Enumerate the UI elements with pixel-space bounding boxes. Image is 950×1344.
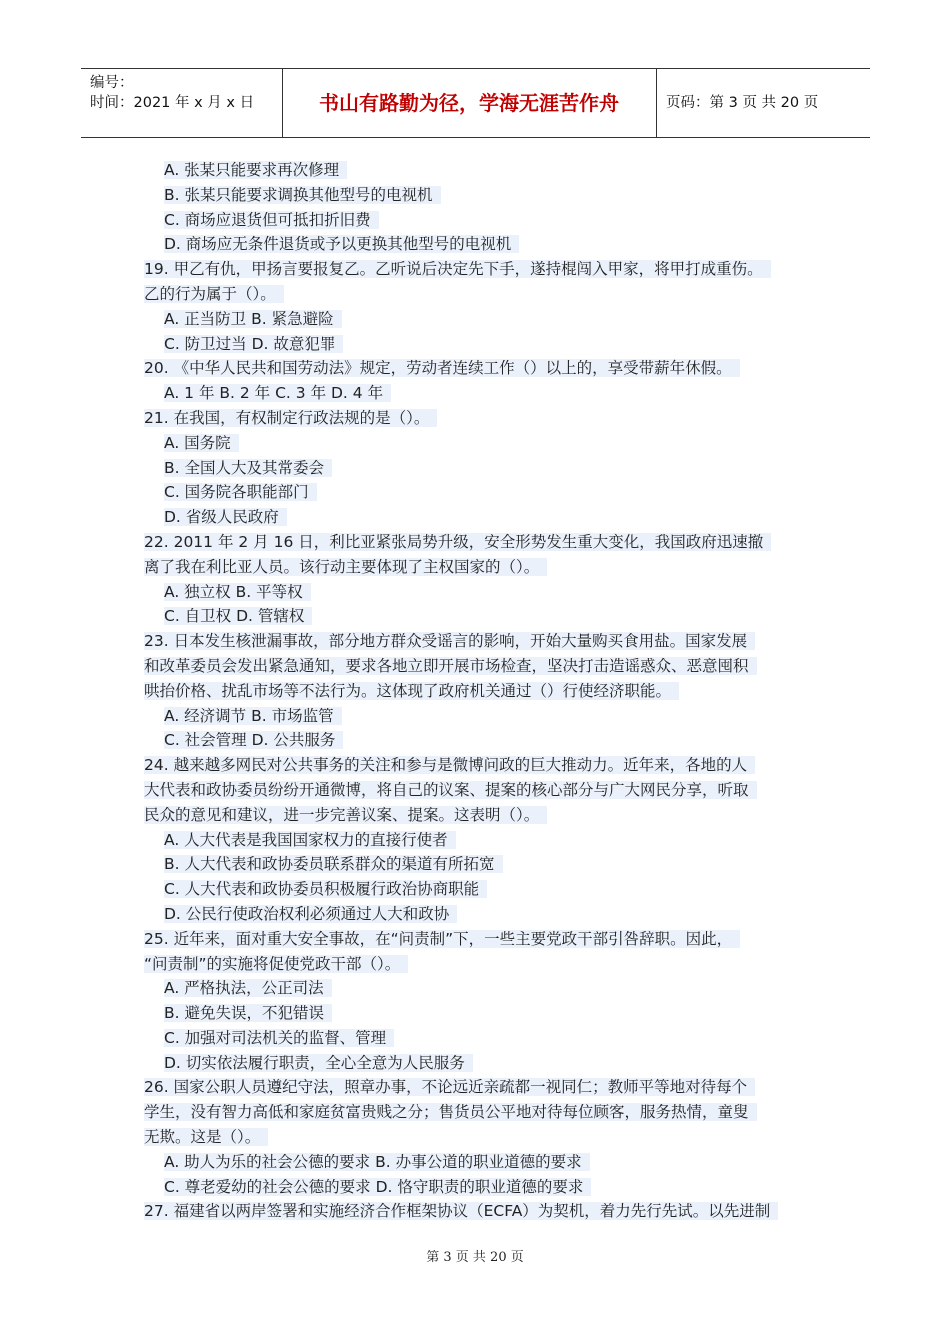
answer-option [144,232,824,257]
answer-option [144,431,824,456]
question-text [144,1199,824,1224]
answer-option-text: A. 独立权 B. 平等权 [164,583,311,601]
header-motto: 书山有路勤为径，学海无涯苦作舟 [319,91,619,115]
question-text-line: 26. 国家公职人员遵纪守法，照章办事，不论远近亲疏都一视同仁；教师平等地对待每个 [144,1078,755,1096]
answer-option-text: D. 商场应无条件退货或予以更换其他型号的电视机 [164,235,519,253]
question-text [144,803,824,828]
answer-option-text: A. 国务院 [164,434,239,452]
answer-option [144,704,824,729]
question-text [144,1125,824,1150]
answer-option-text: B. 全国人大及其常委会 [164,459,332,477]
answer-option [144,877,824,902]
question-text [144,679,824,704]
answer-option [144,381,824,406]
answer-option-text: B. 避免失误，不犯错误 [164,1004,332,1022]
question-text [144,1075,824,1100]
answer-option [144,183,824,208]
question-text-line: 哄抬价格、扰乱市场等不法行为。这体现了政府机关通过（）行使经济职能。 [144,682,679,700]
question-text-line: 无欺。这是（）。 [144,1128,268,1146]
answer-option [144,1001,824,1026]
header-page-info: 页码：第 3 页 共 20 页 [666,95,819,111]
answer-option [144,1150,824,1175]
question-text-line: 27. 福建省以两岸签署和实施经济合作框架协议（ECFA）为契机，着力先行先试。以先进制 [144,1202,778,1220]
question-text [144,530,824,555]
answer-option [144,456,824,481]
answer-option-text: A. 正当防卫 B. 紧急避险 [164,310,342,328]
question-text [144,257,824,282]
question-text-line: 22. 2011 年 2 月 16 日，利比亚紧张局势升级，安全形势发生重大变化，我国政府迅速撤 [144,533,771,551]
answer-option [144,902,824,927]
header-meta [90,73,254,113]
question-text-line: 24. 越来越多网民对公共事务的关注和参与是微博问政的巨大推动力。近年来，各地的人 [144,756,755,774]
question-text-line: 25. 近年来，面对重大安全事故，在“问责制”下，一些主要党政干部引咎辞职。因此， [144,930,740,948]
question-text [144,654,824,679]
answer-option-text: C. 社会管理 D. 公共服务 [164,731,343,749]
answer-option [144,307,824,332]
question-text-line: 和改革委员会发出紧急通知，要求各地立即开展市场检查，坚决打击造谣惑众、恶意囤积 [144,657,757,675]
question-text-line: 大代表和政协委员纷纷开通微博，将自己的议案、提案的核心部分与广大网民分享，听取 [144,781,757,799]
document-body [144,158,824,1224]
question-text-line: “问责制”的实施将促使党政干部（）。 [144,955,408,973]
answer-option-text: A. 1 年 B. 2 年 C. 3 年 D. 4 年 [164,384,391,402]
question-text [144,282,824,307]
answer-option [144,208,824,233]
answer-option-text: A. 张某只能要求再次修理 [164,161,347,179]
question-text-line: 离了我在利比亚人员。该行动主要体现了主权国家的（）。 [144,558,547,576]
time-label: 时间：2021 年 x 月 x 日 [90,95,255,111]
answer-option [144,332,824,357]
question-text-line: 学生，没有智力高低和家庭贫富贵贱之分；售货员公平地对待每位顾客，服务热情，童叟 [144,1103,757,1121]
answer-option-text: D. 公民行使政治权利必须通过人大和政协 [164,905,457,923]
answer-option [144,604,824,629]
answer-option [144,480,824,505]
page-header [81,68,870,138]
answer-option [144,158,824,183]
question-text-line: 20. 《中华人民共和国劳动法》规定，劳动者连续工作（）以上的，享受带薪年休假。 [144,359,740,377]
answer-option-text: C. 商场应退货但可抵扣折旧费 [164,211,379,229]
answer-option [144,580,824,605]
question-text [144,927,824,952]
question-text [144,356,824,381]
answer-option [144,728,824,753]
question-text [144,753,824,778]
header-divider [656,69,657,137]
answer-option-text: D. 切实依法履行职责，全心全意为人民服务 [164,1054,473,1072]
answer-option [144,976,824,1001]
question-text [144,778,824,803]
answer-option-text: A. 助人为乐的社会公德的要求 B. 办事公道的职业道德的要求 [164,1153,590,1171]
answer-option-text: C. 尊老爱幼的社会公德的要求 D. 恪守职责的职业道德的要求 [164,1178,591,1196]
answer-option-text: C. 国务院各职能部门 [164,483,317,501]
question-text-line: 乙的行为属于（）。 [144,285,284,303]
question-text-line: 23. 日本发生核泄漏事故，部分地方群众受谣言的影响，开始大量购买食用盐。国家发展 [144,632,755,650]
answer-option-text: A. 严格执法，公正司法 [164,979,332,997]
answer-option-text: B. 人大代表和政协委员联系群众的渠道有所拓宽 [164,855,503,873]
answer-option [144,1175,824,1200]
question-text [144,406,824,431]
answer-option [144,1026,824,1051]
answer-option-text: C. 防卫过当 D. 故意犯罪 [164,335,343,353]
answer-option-text: A. 人大代表是我国国家权力的直接行使者 [164,831,456,849]
question-text-line: 民众的意见和建议，进一步完善议案、提案。这表明（）。 [144,806,547,824]
question-text [144,952,824,977]
question-text [144,555,824,580]
answer-option-text: C. 自卫权 D. 管辖权 [164,607,312,625]
answer-option-text: A. 经济调节 B. 市场监管 [164,707,342,725]
question-text-line: 19. 甲乙有仇，甲扬言要报复乙。乙听说后决定先下手，遂持棍闯入甲家，将甲打成重伤。 [144,260,771,278]
answer-option [144,1051,824,1076]
answer-option-text: D. 省级人民政府 [164,508,287,526]
question-text [144,629,824,654]
serial-label: 编号： [90,75,134,91]
answer-option-text: C. 加强对司法机关的监督、管理 [164,1029,394,1047]
answer-option [144,828,824,853]
answer-option-text: C. 人大代表和政协委员积极履行政治协商职能 [164,880,487,898]
answer-option-text: B. 张某只能要求调换其他型号的电视机 [164,186,441,204]
page-footer: 第 3 页 共 20 页 [426,1250,524,1265]
answer-option [144,852,824,877]
answer-option [144,505,824,530]
question-text-line: 21. 在我国，有权制定行政法规的是（）。 [144,409,437,427]
question-text [144,1100,824,1125]
